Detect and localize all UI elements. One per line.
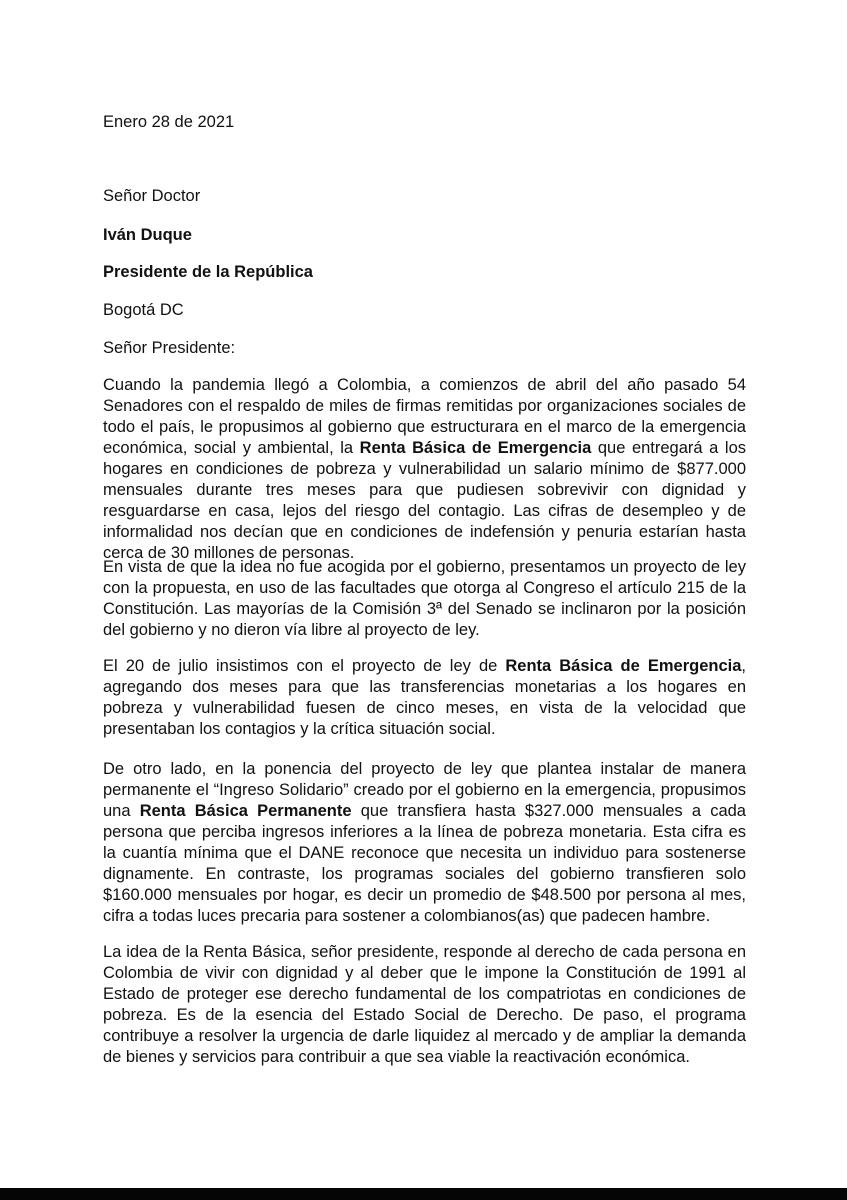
paragraph-text: Cuando la pandemia llegó a Colombia, a comienzos de abril del año pasado 54 Senadores con el respaldo de miles de firmas remitidas por organizaciones sociales de todo el país, le propusimos al gobierno que estructurara en el marco de la emergencia económica, social y ambiental, la [103, 376, 746, 457]
paragraph [103, 375, 746, 564]
paragraph-text: En vista de que la idea no fue acogida por el gobierno, presentamos un proyecto de ley con la propuesta, en uso de las facultades que otorga al Congreso el artículo 215 de la Constitución. Las mayorías de la Comisión 3ª del Senado se inclinaron por la posición del gobierno y no dieron vía libre al proyecto de ley. [103, 558, 746, 639]
salutation-title: Señor Doctor [103, 187, 201, 205]
paragraph [103, 942, 746, 1068]
paragraph-text: El 20 de julio insistimos con el proyecto de ley de [103, 657, 506, 675]
letter-date: Enero 28 de 2021 [103, 113, 235, 131]
emphasized-text: Renta Básica de Emergencia [359, 439, 592, 457]
page-bottom-edge [0, 1188, 847, 1200]
emphasized-text: Renta Básica de Emergencia [505, 657, 742, 675]
recipient-name: Iván Duque [103, 226, 192, 244]
recipient-position: Presidente de la República [103, 263, 313, 281]
paragraph-text: , agregando dos meses para que las transferencias monetarias a los hogares en pobreza y vulnerabilidad fuesen de cinco meses, en vista de la velocidad que presentaban los contagios y la crítica situación social. [103, 657, 746, 738]
paragraph [103, 656, 746, 740]
paragraph [103, 557, 746, 641]
greeting: Señor Presidente: [103, 339, 236, 357]
paragraph-text: que entregará a los hogares en condiciones de pobreza y vulnerabilidad un salario mínimo de $877.000 mensuales durante tres meses para que pudiesen sobrevivir con dignidad y resguardarse en casa, lejos del riesgo del contagio. Las cifras de desempleo y de informalidad nos decían que en condiciones de indefensión y penuria estarían hasta cerca de 30 millones de personas. [103, 439, 747, 562]
paragraph [103, 759, 746, 927]
paragraph-text: La idea de la Renta Básica, señor presidente, responde al derecho de cada persona en Colombia de vivir con dignidad y al deber que le impone la Constitución de 1991 al Estado de proteger ese derecho fundamental de los compatriotas en condiciones de pobreza. Es de la esencia del Estado Social de Derecho. De paso, el programa contribuye a resolver la urgencia de darle liquidez al mercado y de ampliar la demanda de bienes y servicios para contribuir a que sea viable la reactivación económica. [103, 943, 746, 1066]
paragraph-text: De otro lado, en la ponencia del proyecto de ley que plantea instalar de manera permanente el “Ingreso Solidario” creado por el gobierno en la emergencia, propusimos una [103, 760, 746, 820]
city-line: Bogotá DC [103, 301, 184, 319]
paragraph-text: que transfiera hasta $327.000 mensuales a cada persona que perciba ingresos inferiores a la línea de pobreza monetaria. Esta cifra es la cuantía mínima que el DANE reconoce que necesita un individuo para sostenerse dignamente. En contraste, los programas sociales del gobierno transfieren solo $160.000 mensuales por hogar, es decir un promedio de $48.500 por persona al mes, cifra a todas luces precaria para sostener a colombianos(as) que padecen hambre. [103, 802, 746, 925]
emphasized-text: Renta Básica Permanente [139, 802, 352, 820]
